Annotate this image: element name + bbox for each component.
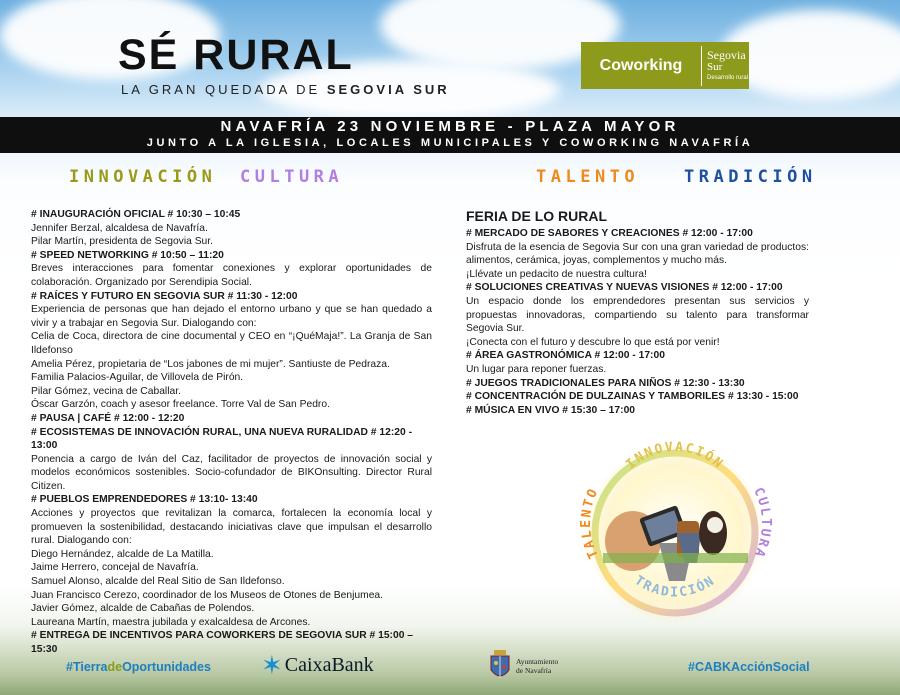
- program-text: Diego Hernández, alcalde de La Matilla.: [31, 548, 214, 560]
- program-text: Experiencia de personas que han dejado el entorno urbano y que se han quedado a vivir y a trabajar en Segovia Sur. Dialogando con:: [31, 304, 432, 329]
- ayuntamiento-line1: Ayuntamiento: [516, 657, 559, 666]
- program-text: Óscar Garzón, coach y asesor freelance. Torre Val de San Pedro.: [31, 399, 330, 411]
- program-heading: # MERCADO DE SABORES Y CREACIONES # 12:00 - 17:00: [466, 228, 753, 239]
- program-heading: # SPEED NETWORKING # 10:50 – 11:20: [31, 249, 224, 261]
- program-right-column: [466, 208, 809, 417]
- page-title: SÉ RURAL: [118, 31, 354, 79]
- program-heading: # PUEBLOS EMPRENDEDORES # 13:10- 13:40: [31, 494, 258, 506]
- page-subtitle: [121, 82, 450, 97]
- program-text: Amelia Pérez, propietaria de “Los jabones de mi mujer”. Santiuste de Pedraza.: [31, 358, 390, 370]
- program-heading: # MÚSICA EN VIVO # 15:30 – 17:00: [466, 404, 636, 416]
- program-text: Laureana Martín, maestra jubilada y exalcaldesa de Arcones.: [31, 616, 311, 628]
- hashtag-cabk-accion-social: #CABKAcciónSocial: [688, 660, 810, 674]
- program-heading: # ECOSISTEMAS DE INNOVACIÓN RURAL, UNA NUEVA RURALIDAD # 12:20 - 13:00: [31, 426, 413, 452]
- emblem-right-label: CULTURA: [750, 485, 774, 561]
- caixabank-logo: [261, 652, 374, 678]
- keyword-talento: TALENTO: [536, 167, 640, 187]
- program-heading: # ENTREGA DE INCENTIVOS PARA COWORKERS DE SEGOVIA SUR # 15:00 – 15:30: [31, 630, 414, 655]
- subtitle-prefix: LA GRAN QUEDADA DE: [121, 82, 321, 97]
- feria-title: FERIA DE LO RURAL: [466, 208, 608, 224]
- grass-band: [603, 553, 748, 563]
- hashtag-part3: Oportunidades: [122, 660, 211, 674]
- program-text: Samuel Alonso, alcalde del Real Sitio de San Ildefonso.: [31, 576, 285, 588]
- caixabank-star-icon: ✶: [261, 650, 283, 680]
- emblem-top-label: INNOVACIÓN: [623, 439, 727, 473]
- program-heading: # INAUGURACIÓN OFICIAL # 10:30 – 10:45: [31, 209, 241, 220]
- logo-coworking-text: Coworking: [599, 56, 683, 74]
- program-heading: # RAÍCES Y FUTURO EN SEGOVIA SUR # 11:30 - 12:00: [31, 290, 298, 302]
- program-heading: # SOLUCIONES CREATIVAS Y NUEVAS VISIONES # 12:00 - 17:00: [466, 282, 783, 294]
- program-text: ¡Conecta con el futuro y descubre lo que está por venir!: [466, 336, 720, 348]
- program-left-column: [31, 208, 432, 657]
- ayuntamiento-line2: de Navafría: [516, 666, 552, 675]
- program-heading: # JUEGOS TRADICIONALES PARA NIÑOS # 12:30 - 13:30: [466, 377, 745, 389]
- program-text: Jennifer Berzal, alcaldesa de Navafría.: [31, 222, 208, 234]
- emblem-bottom-label: TRADICIÓN: [631, 573, 719, 601]
- program-text: Un espacio donde los emprendedores presentan sus servicios y propuestas innovadoras, compartiendo su talento para transformar Segovia Sur.: [466, 295, 809, 335]
- program-heading: # PAUSA | CAFÉ # 12:00 - 12:20: [31, 412, 185, 424]
- program-text: Breves interacciones para fomentar conexiones y explorar oportunidades de colaboración. Organizado por Serendipia Social.: [31, 263, 432, 288]
- keyword-cultura: CULTURA: [240, 167, 344, 187]
- goat-face: [707, 517, 723, 533]
- program-text: Disfruta de la esencia de Segovia Sur con una gran variedad de productos: alimentos, cerámica, joyas, complementos y mucho más.: [466, 241, 809, 267]
- logo-brand-line3: Desarrollo rural: [707, 75, 749, 82]
- date-place: NAVAFRÍA 23 NOVIEMBRE - PLAZA MAYOR: [220, 118, 680, 135]
- program-text: Juan Francisco Cerezo, coordinador de los Museos de Otones de Benjumea.: [31, 589, 384, 601]
- hashtag-part1: #Tierra: [66, 660, 108, 674]
- emblem-left-label: TALENTO: [578, 485, 602, 561]
- keyword-tradicion: TRADICIÓN: [684, 167, 817, 187]
- logo-brand: [701, 46, 748, 86]
- program-text: Familia Palacios-Aguilar, de Villovela de Pirón.: [31, 372, 244, 384]
- subtitle-bold: SEGOVIA SUR: [326, 82, 450, 97]
- program-text: Un lugar para reponer fuerzas.: [466, 363, 607, 375]
- feria-items: [466, 227, 809, 417]
- location-band: [0, 117, 900, 153]
- hashtag-part2: de: [107, 660, 123, 674]
- program-heading: # ÁREA GASTRONÓMICA # 12:00 - 17:00: [466, 350, 665, 362]
- program-text: Ponencia a cargo de Iván del Caz, facilitador de proyectos de innovación social y modelos económicos sostenibles. Socio-cofundador de BIKOnsulting. Director Rural Citizen.: [31, 453, 432, 492]
- crest-icon: [489, 650, 511, 682]
- venue-details: JUNTO A LA IGLESIA, LOCALES MUNICIPALES Y COWORKING NAVAFRÍA: [146, 137, 754, 149]
- program-text: Pilar Martín, presidenta de Segovia Sur.: [31, 236, 214, 248]
- coworking-logo: [581, 42, 749, 89]
- program-text: Javier Gómez, alcalde de Cabañas de Polendos.: [31, 603, 255, 615]
- hashtag-tierra-de-oportunidades: [66, 660, 211, 674]
- keyword-innovacion: INNOVACIÓN: [69, 167, 217, 187]
- program-text: Jaime Herrero, concejal de Navafría.: [31, 562, 199, 574]
- program-text: Pilar Gómez, vecina de Caballar.: [31, 385, 181, 397]
- logo-brand-line2: Sur: [707, 60, 723, 73]
- caixabank-name: CaixaBank: [284, 653, 374, 676]
- logo-brand-line1: Segovia: [707, 48, 746, 63]
- program-text: Acciones y proyectos que revitalizan la comarca, fortalecen la economía local y promueven la sostenibilidad, destacando iniciativas clave que impulsan el desarrollo rural. Dialogando con:: [31, 508, 432, 547]
- ayuntamiento-logo: [516, 657, 558, 675]
- emblem: [573, 413, 778, 643]
- program-text: Celia de Coca, directora de cine documental y CEO en “¡QuéMaja!”. La Granja de San Ildefonso: [31, 331, 432, 356]
- program-heading: # CONCENTRACIÓN DE DULZAINAS Y TAMBORILES # 13:30 - 15:00: [466, 391, 799, 403]
- program-text: ¡Llévate un pedacito de nuestra cultura!: [466, 268, 647, 280]
